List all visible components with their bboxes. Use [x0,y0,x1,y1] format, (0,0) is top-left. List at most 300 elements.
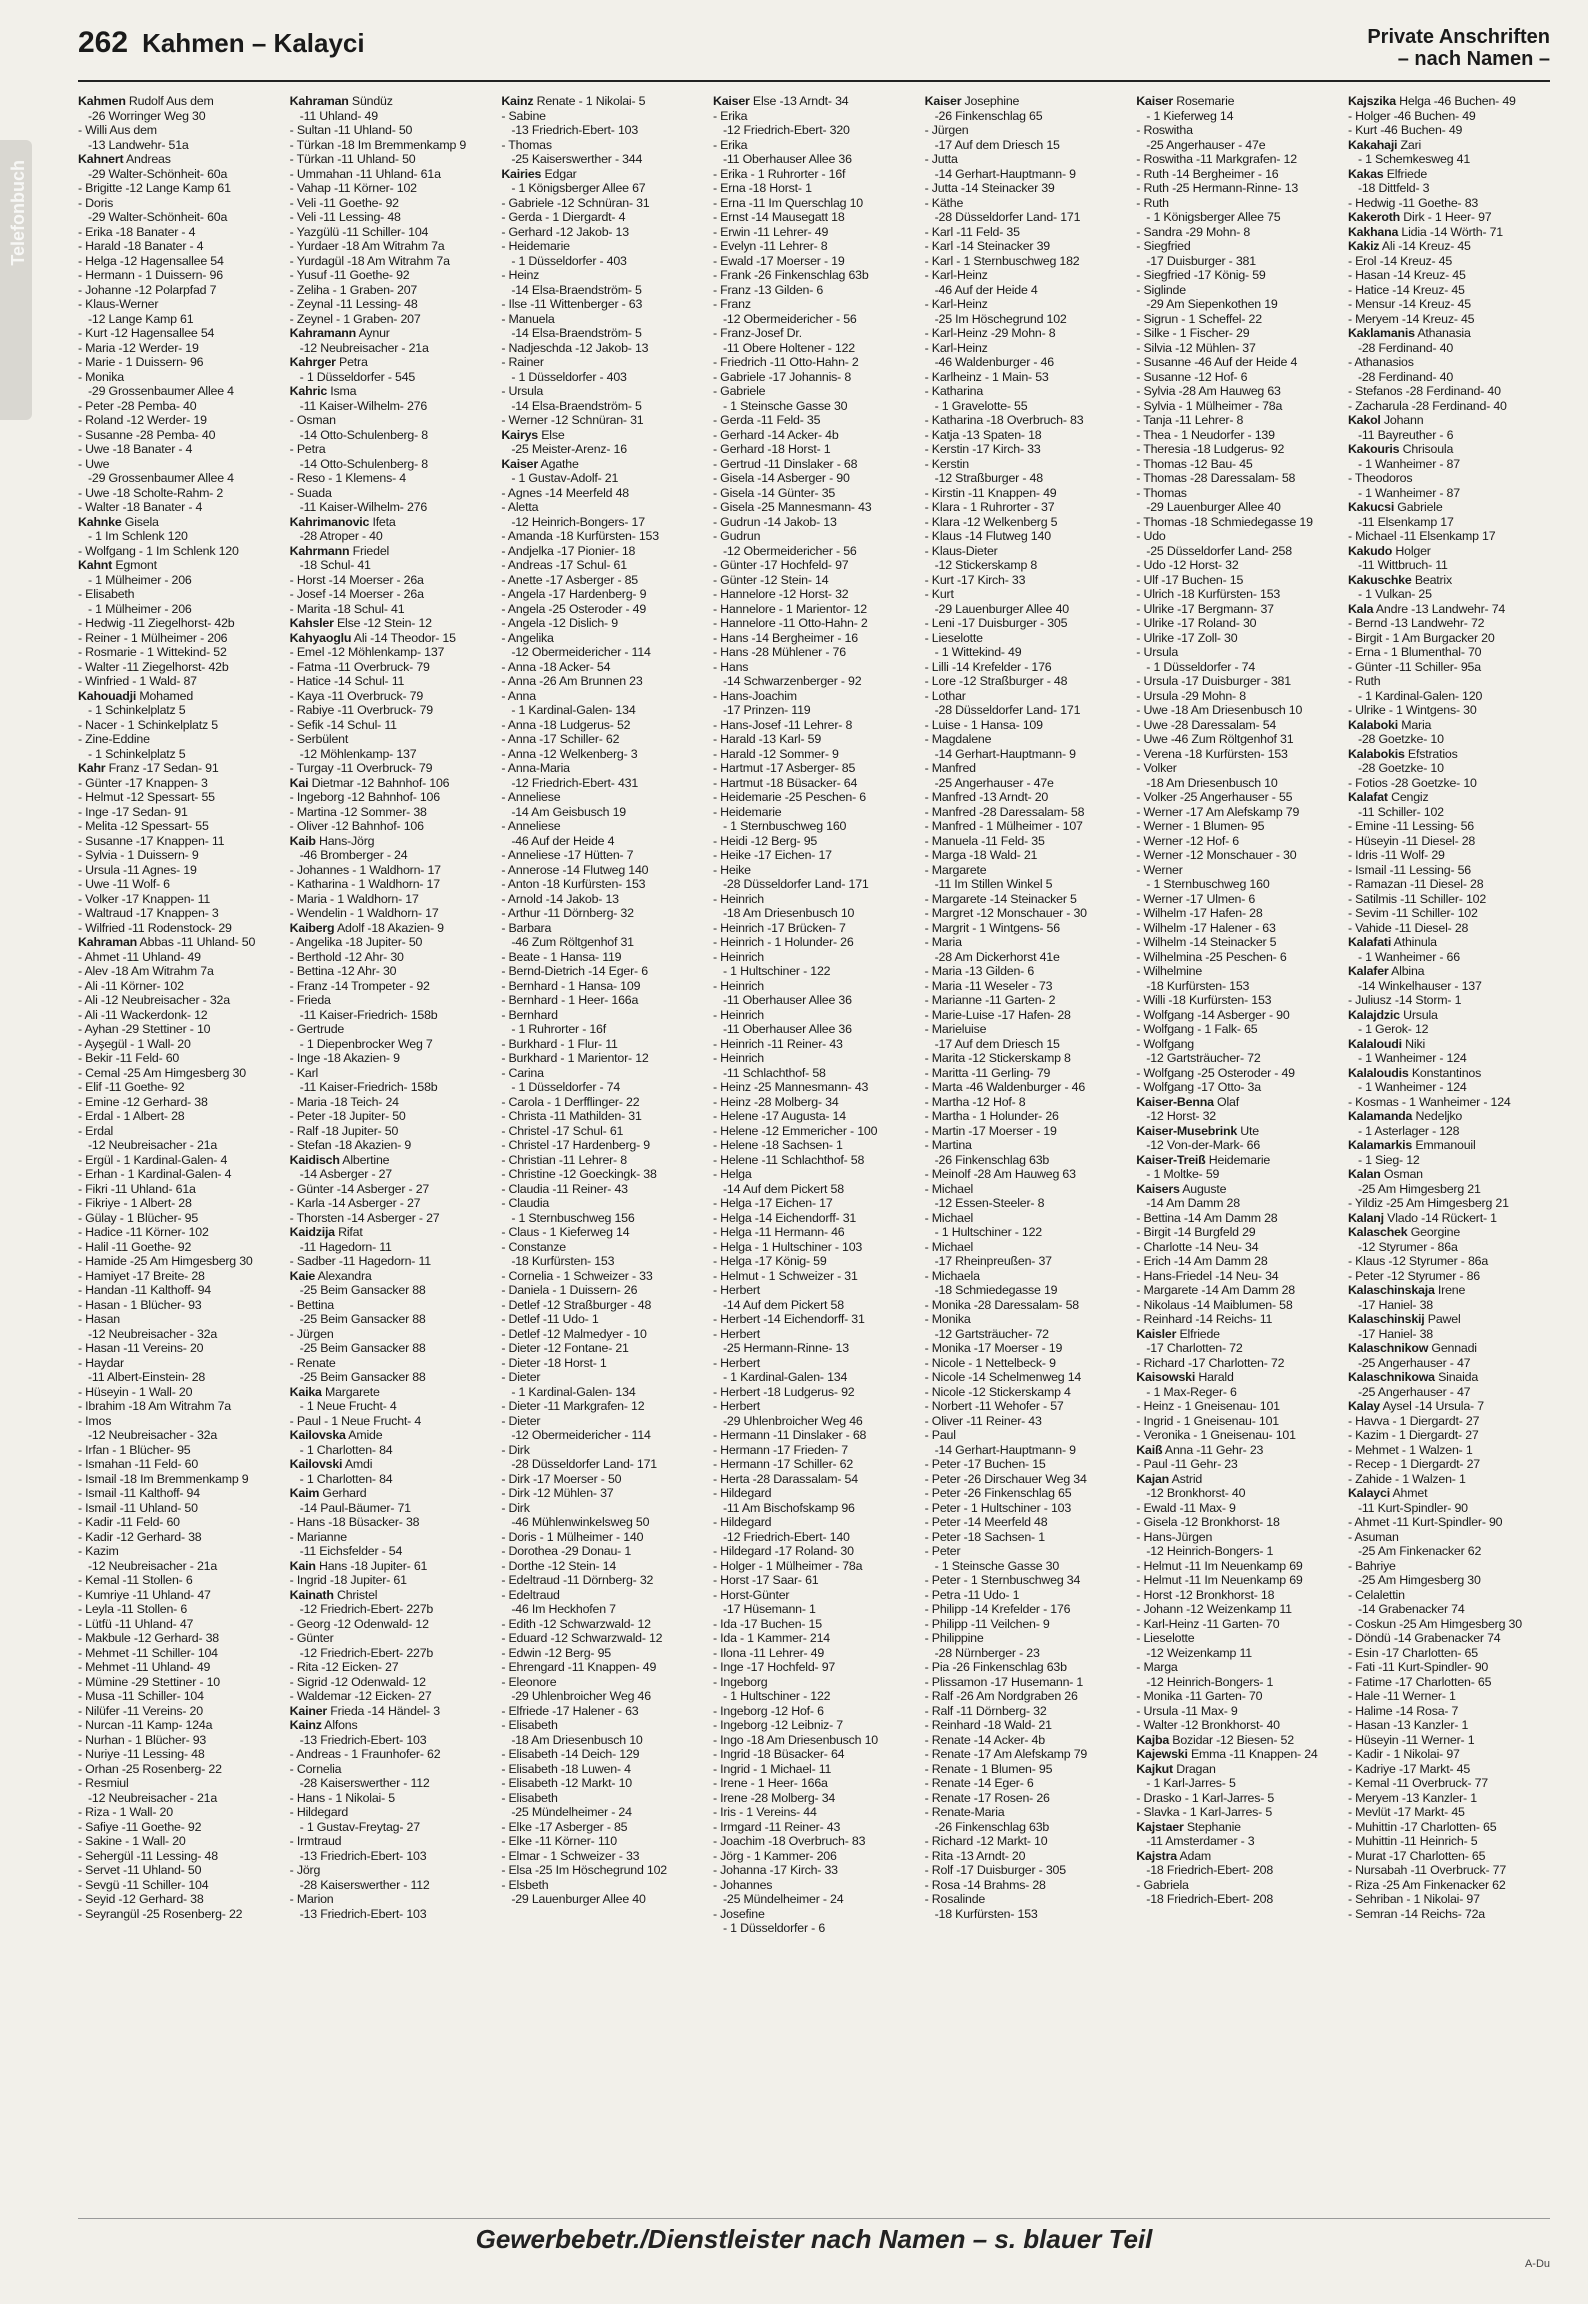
listing-entry [78,1776,280,1791]
entry-text: Gabriele [1394,500,1443,514]
entry-text: - Rainer [501,355,544,369]
entry-text: -25 Hermann-Rinne- 13 [722,1341,849,1355]
entry-text: - Horst -17 Saar- 61 [712,1573,819,1587]
entry-text: Margarete [321,1384,380,1399]
entry-text: - Manfred -28 Daressalam- 58 [924,804,1085,819]
entry-text: - Cornelia [289,1761,342,1776]
entry-text: - Haydar [78,1355,124,1370]
entry-text: -46 Im Heckhofen 7 [511,1602,616,1616]
listing-entry [290,1878,492,1893]
listing-entry [713,515,915,530]
entry-text: -12 Straßburger - 48 [934,471,1043,485]
entry-text: -29 Lauenburger Allee 40 [934,601,1069,616]
entry-text: - Fatma -11 Overbruck- 79 [289,659,430,674]
entry-text: -18 Friedrich-Ebert- 208 [1146,1863,1274,1877]
listing-entry [501,1298,703,1313]
listing-entry [290,1863,492,1878]
listing-entry [925,529,1127,544]
listing-entry [713,1834,915,1849]
listing-entry [78,254,280,269]
listing-entry [78,732,280,747]
surname: Kaidisch [289,1152,340,1167]
listing-entry [1348,616,1550,631]
entry-text: -12 Obermeidericher - 56 [722,311,857,326]
listing-entry [501,1457,703,1472]
entry-text: - Karl-Heinz [924,340,988,355]
entry-text: Auguste [1179,1181,1227,1196]
entry-text: - Hedwig -11 Goethe- 83 [1347,195,1479,210]
entry-text: - Kadir -11 Feld- 60 [78,1515,180,1529]
listing-entry [1136,1080,1338,1095]
listing-entry [1348,1530,1550,1545]
entry-text: Konstantinos [1408,1065,1482,1080]
entry-text: -25 Angerhauser - 47 [1357,1355,1471,1370]
entry-text: - Asuman [1347,1529,1399,1544]
listing-entry [78,674,280,689]
entry-text: - Nursabah -11 Overbruck- 77 [1347,1863,1507,1877]
entry-text: - Horst -14 Moerser - 26a [289,572,424,587]
listing-entry [1136,877,1338,892]
listing-entry [713,1240,915,1255]
entry-text: - Paul -11 Gehr- 23 [1136,1457,1238,1471]
listing-entry [1136,1341,1338,1356]
entry-text: Efstratios [1404,746,1458,761]
listing-entry [290,1356,492,1371]
entry-text: - Riza - 1 Wall- 20 [78,1805,173,1819]
surname: Kakol [1347,413,1381,427]
listing-entry [501,1820,703,1835]
entry-text: -25 Im Höschegrund 102 [934,311,1067,326]
listing-surname-entry [501,167,703,182]
entry-text: - Josefine [712,1906,765,1921]
listing-entry [713,1689,915,1704]
listing-entry [713,138,915,153]
listing-entry [925,268,1127,283]
entry-text: - 1 Hultschiner - 122 [722,1689,831,1703]
entry-text: - Karl-Heinz [924,297,988,311]
listing-entry [1136,1008,1338,1023]
entry-text: - Silvia -12 Mühlen- 37 [1136,340,1256,355]
listing-entry [78,993,280,1008]
listing-entry [1136,1675,1338,1690]
listing-entry [290,1298,492,1313]
listing-entry [1348,674,1550,689]
entry-text: - Muhittin -11 Heinrich- 5 [1347,1834,1478,1848]
listing-entry [78,1428,280,1443]
entry-text: - Hannelore - 1 Marientor- 12 [712,601,867,616]
entry-text: -28 Nürnberger - 23 [934,1645,1040,1660]
listing-surname-entry [78,94,280,109]
entry-text: -29 Walter-Schönheit- 60a [88,166,228,181]
listing-entry [925,1095,1127,1110]
listing-entry [78,631,280,646]
entry-text: - 1 Sternbuschweg 160 [722,819,847,833]
listing-entry [925,312,1127,327]
entry-text: - Nicole -14 Schelmenweg 14 [924,1370,1082,1384]
entry-text: Adolf -18 Akazien- 9 [334,920,444,935]
entry-text: - Meinolf -28 Am Hauweg 63 [924,1167,1076,1181]
entry-text: - Vahide -11 Diesel- 28 [1347,920,1469,935]
listing-entry [713,1008,915,1023]
entry-text: -26 Finkenschlag 65 [934,108,1043,123]
entry-text: - Heidi -12 Berg- 95 [712,833,818,848]
listing-entry [290,747,492,762]
listing-entry [290,442,492,457]
entry-text: - Herbert [712,1283,761,1297]
entry-text: - Ulrike -17 Zoll- 30 [1136,630,1238,645]
entry-text: Helga -46 Buchen- 49 [1395,94,1516,108]
listing-entry [1348,1704,1550,1719]
entry-text: - 1 Sternbuschweg 160 [1146,877,1270,891]
listing-entry [78,747,280,762]
entry-text: - Mevlüt -17 Markt- 45 [1347,1805,1465,1819]
listing-entry [713,297,915,312]
listing-surname-entry [1348,1370,1550,1385]
listing-entry [501,573,703,588]
entry-text: -11 Kaiser-Wilhelm- 276 [299,500,428,514]
listing-entry [290,1211,492,1226]
listing-entry [1348,1878,1550,1893]
entry-text: - Nikolaus -14 Maiblumen- 58 [1136,1297,1293,1312]
entry-text: - Wilhelm -17 Hafen- 28 [1136,906,1263,920]
entry-text: -12 Obermeidericher - 114 [511,1428,651,1442]
entry-text: - Karl -14 Steinacker 39 [924,239,1050,253]
listing-entry [290,819,492,834]
entry-text: - Anneliese [501,819,561,833]
listing-entry [290,573,492,588]
listing-entry [1348,1834,1550,1849]
entry-text: - Helga -14 Eichendorff- 31 [712,1210,857,1225]
listing-entry [1136,1298,1338,1313]
listing-entry [501,283,703,298]
entry-text: - Suada [289,485,332,500]
entry-text: - Irmgard -11 Reiner- 43 [712,1819,841,1834]
entry-text: -29 Uhlenbroicher Weg 46 [722,1413,863,1428]
entry-text: - Slavka - 1 Karl-Jarres- 5 [1136,1805,1273,1819]
listing-entry [925,544,1127,559]
entry-text: - Maria -12 Werder- 19 [78,340,199,355]
listing-surname-entry [78,558,280,573]
entry-text: -14 Otto-Schulenberg- 8 [299,427,428,442]
listing-entry [290,906,492,921]
entry-text: - Kurt -17 Kirch- 33 [924,572,1026,587]
listing-entry [501,1356,703,1371]
listing-entry [290,268,492,283]
listing-entry [713,1341,915,1356]
listing-entry [290,1008,492,1023]
listing-entry [501,718,703,733]
listing-entry [1136,660,1338,675]
entry-text: - Wilhelmina -25 Peschen- 6 [1136,949,1287,964]
entry-text: - Erich -14 Am Damm 28 [1136,1254,1268,1268]
listing-surname-entry [1136,1095,1338,1110]
listing-entry [78,718,280,733]
entry-text: -28 Düsseldorfer Land- 171 [722,877,869,891]
listing-surname-entry [1348,326,1550,341]
entry-text: - Volker [1136,761,1177,775]
entry-text: - Sefik -14 Schul- 11 [289,717,397,732]
entry-text: - Hermann -17 Frieden- 7 [712,1442,848,1457]
entry-text: - Dorothea -29 Donau- 1 [501,1544,632,1558]
listing-entry [1348,776,1550,791]
entry-text: - Helga -12 Hagensallee 54 [78,253,224,268]
listing-entry [925,1370,1127,1385]
entry-text: - Klaus-Dieter [924,543,998,558]
entry-text: - Heike [712,862,751,877]
listing-entry [501,210,703,225]
entry-text: - Iris - 1 Vereins- 44 [712,1805,817,1819]
entry-text: - Marie - 1 Duissern- 96 [78,355,204,369]
entry-text: - Idris -11 Wolf- 29 [1347,848,1445,862]
entry-text: - Rabiye -11 Overbruck- 79 [289,703,433,717]
listing-surname-entry [1348,1486,1550,1501]
surname: Kakas [1347,166,1384,181]
listing-entry [1348,1776,1550,1791]
listing-entry [925,370,1127,385]
entry-text: -12 Neubreisacher - 21a [88,1558,218,1573]
entry-text: Lidia -14 Wörth- 71 [1398,224,1503,239]
listing-entry [713,210,915,225]
listing-entry [501,1863,703,1878]
section-subtitle: – nach Namen – [1397,48,1550,70]
surname: Kahnert [78,152,124,166]
listing-entry [78,1153,280,1168]
entry-text: - Gerhard -12 Jakob- 13 [501,224,629,239]
entry-text: - Heinrich [712,949,764,964]
entry-text: - Wolfgang - 1 Falk- 65 [1136,1022,1258,1036]
listing-surname-entry [1348,239,1550,254]
listing-entry [1348,1153,1550,1168]
entry-text: - Heinrich -17 Brücken- 7 [712,920,846,935]
listing-entry [925,196,1127,211]
entry-text: - Jörg - 1 Kammer- 206 [712,1848,837,1863]
listing-entry [290,1022,492,1037]
listing-entry [925,1080,1127,1095]
listing-entry [1348,471,1550,486]
entry-text: - 1 Schinkelplatz 5 [88,746,186,761]
listing-entry [78,906,280,921]
entry-text: - Peter -18 Jupiter- 50 [289,1109,406,1123]
entry-text: - Ingrid -18 Jupiter- 61 [289,1573,407,1587]
listing-entry [1136,631,1338,646]
listing-entry [925,1327,1127,1342]
entry-text: - Amanda -18 Kurfürsten- 153 [501,529,659,543]
listing-entry [925,1820,1127,1835]
entry-text: - Erwin -11 Lehrer- 49 [712,224,829,239]
listing-entry [290,993,492,1008]
entry-text: - 1 Asterlager - 128 [1357,1123,1460,1138]
entry-text: - Willi Aus dem [78,123,157,137]
listing-entry [925,167,1127,182]
entry-text: - Martha - 1 Holunder- 26 [924,1109,1059,1123]
entry-text: -13 Friedrich-Ebert- 103 [511,123,639,137]
entry-text: - Renate-Maria [924,1805,1005,1819]
listing-surname-entry [290,1385,492,1400]
entry-text: - Ursula -17 Duisburger - 381 [1136,674,1291,688]
listing-entry [501,1153,703,1168]
entry-text: - Yusuf -11 Goethe- 92 [289,268,410,282]
listing-entry [713,964,915,979]
listing-surname-entry [1348,1008,1550,1023]
listing-entry [925,1660,1127,1675]
listing-entry [1136,1167,1338,1182]
entry-text: - Kemal -11 Overbruck- 77 [1347,1776,1489,1790]
entry-text: -14 Auf dem Pickert 58 [722,1297,844,1312]
listing-entry [925,109,1127,124]
listing-entry [713,1617,915,1632]
entry-text: - Renate -14 Eger- 6 [924,1776,1034,1790]
entry-text: -13 Friedrich-Ebert- 103 [299,1732,427,1747]
entry-text: - Elisabeth [501,1790,558,1805]
surname: Kailovska [289,1428,346,1442]
surname: Kai [289,775,309,790]
entry-text: - Jürgen [924,123,969,137]
listing-surname-entry [1348,1211,1550,1226]
entry-text: - Anna -12 Welkenberg- 3 [501,746,638,761]
entry-text: Mohamed [136,688,194,703]
entry-text: -11 Eichsfelder - 54 [299,1544,403,1558]
entry-text: - Charlotte -14 Neu- 34 [1136,1239,1259,1254]
listing-surname-entry [1348,1167,1550,1182]
entry-text: Hans -18 Jupiter- 61 [315,1558,428,1573]
listing-entry [501,877,703,892]
listing-entry [1136,370,1338,385]
entry-text: -46 Zum Röltgenhof 31 [511,935,634,949]
listing-entry [713,1501,915,1516]
listing-entry [713,152,915,167]
entry-text: - Renate -17 Am Alefskamp 79 [924,1747,1088,1761]
entry-text: Petra [335,355,368,369]
entry-text: - Udo -12 Horst- 32 [1136,558,1239,572]
entry-text: -29 Walter-Schönheit- 60a [88,210,228,224]
entry-text: - Heinz -28 Molberg- 34 [712,1094,839,1109]
page-number: 262 [78,26,129,59]
entry-text: - Peter - 1 Hultschiner - 103 [924,1500,1072,1515]
entry-text: - Gudrun -14 Jakob- 13 [712,514,837,529]
listing-entry [78,1675,280,1690]
entry-text: -14 Schwarzenberger - 92 [722,674,862,688]
listing-entry [1348,1791,1550,1806]
entry-text: - Hasan - 1 Blücher- 93 [78,1297,202,1312]
listing-entry [501,326,703,341]
entry-text: - Philipp -14 Krefelder - 176 [924,1602,1071,1616]
listing-entry [713,1472,915,1487]
entry-text: -25 Kaiserswerther - 344 [511,152,643,166]
entry-text: - Margarete [924,862,987,877]
entry-text: - Waldemar -12 Eicken- 27 [289,1689,432,1703]
entry-text: - Nadjeschda -12 Jakob- 13 [501,340,649,355]
entry-text: Ahmet [1389,1486,1428,1500]
entry-text: - Ursula -11 Max- 9 [1136,1703,1238,1718]
entry-text: - Lilli -14 Krefelder - 176 [924,659,1052,674]
listing-entry [78,123,280,138]
entry-text: -17 Charlotten- 72 [1146,1341,1243,1355]
listing-entry [925,935,1127,950]
surname: Kaisowski [1136,1370,1196,1384]
entry-text: -11 Kaiser-Friedrich- 158b [299,1080,438,1094]
entry-text: - Horst -12 Bronkhorst- 18 [1136,1587,1275,1602]
listing-entry [925,1124,1127,1139]
entry-text: - Renate [289,1355,336,1370]
entry-text: - Richard -17 Charlotten- 72 [1136,1355,1285,1370]
listing-entry [925,1733,1127,1748]
listing-entry [925,1457,1127,1472]
listing-entry [78,1501,280,1516]
listing-entry [713,631,915,646]
listing-entry [925,993,1127,1008]
listing-entry [1136,544,1338,559]
entry-text: - Resmiul [78,1776,129,1790]
listing-entry [713,1892,915,1907]
entry-text: -12 Heinrich-Bongers- 17 [511,514,645,529]
listing-entry [925,1762,1127,1777]
entry-text: - Günter -11 Schiller- 95a [1347,659,1481,674]
listing-entry [501,1747,703,1762]
listing-surname-entry [1348,1066,1550,1081]
entry-text: - Anna -26 Am Brunnen 23 [501,674,643,688]
side-tab [0,140,32,420]
listing-entry [1136,283,1338,298]
entry-text: -17 Duisburger - 381 [1146,253,1256,268]
listing-entry [78,863,280,878]
listing-entry [925,1312,1127,1327]
listing-entry [78,1225,280,1240]
listing-entry [925,1385,1127,1400]
entry-text: Dragan [1172,1761,1216,1776]
entry-text: - Pia -26 Finkenschlag 63b [924,1660,1067,1674]
entry-text: -14 Asberger - 27 [299,1167,392,1181]
entry-text: - Marita -18 Schul- 41 [289,601,405,616]
entry-text: Aynur [356,326,390,340]
entry-text: Amdi [342,1457,373,1471]
listing-surname-entry [290,834,492,849]
entry-text: -11 Kaiser-Wilhelm- 276 [299,398,428,413]
listing-entry [1348,1762,1550,1777]
entry-text: - Heinrich [712,1007,764,1022]
listing-entry [78,950,280,965]
entry-text: - Anton -18 Kurfürsten- 153 [501,877,646,891]
listing-surname-entry [78,515,280,530]
listing-entry [713,167,915,182]
listing-entry [501,109,703,124]
surname: Kalajdzic [1347,1007,1400,1022]
entry-text: - Werner -12 Monschauer - 30 [1136,848,1297,862]
listing-surname-entry [290,1225,492,1240]
surname: Kahrimanovic [289,514,370,529]
listing-entry [501,1559,703,1574]
entry-text: -17 Rheinpreußen- 37 [934,1254,1052,1268]
entry-text: - Gabriele -17 Johannis- 8 [712,369,852,384]
listing-entry [501,442,703,457]
listing-surname-entry [1136,1182,1338,1197]
entry-text: - Bekir -11 Feld- 60 [78,1051,180,1065]
listing-entry [925,1443,1127,1458]
listing-entry [78,1037,280,1052]
entry-text: -11 Wittbruch- 11 [1357,558,1448,572]
entry-text: -14 Paul-Bäumer- 71 [299,1500,411,1515]
entry-text: Sinaida [1434,1370,1479,1384]
listing-entry [501,1704,703,1719]
listing-entry [78,1631,280,1646]
listing-entry [501,761,703,776]
surname: Kaklamanis [1347,326,1415,340]
entry-text: - 1 Gravelotte- 55 [934,398,1028,413]
listing-entry [925,790,1127,805]
entry-text: Elfriede [1176,1326,1220,1341]
surname: Kainath [289,1587,334,1602]
entry-text: - Renate -14 Acker- 4b [924,1732,1045,1747]
entry-text: - Seyid -12 Gerhard- 38 [78,1892,204,1906]
